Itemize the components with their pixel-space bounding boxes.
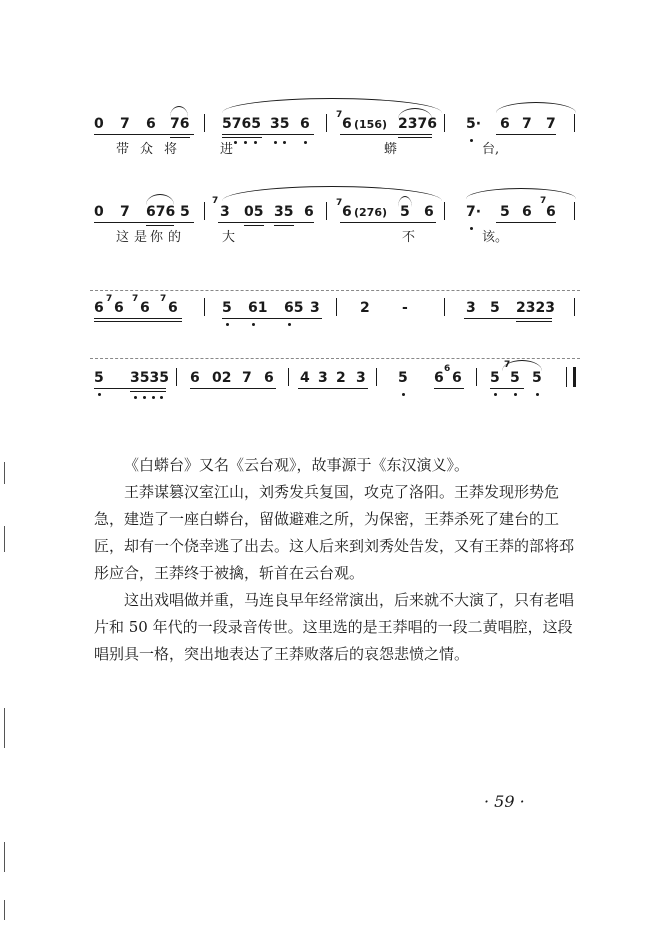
note: 6 [168, 300, 178, 316]
note: 2376 [398, 116, 437, 132]
note: 7 [120, 204, 130, 220]
underline [94, 388, 166, 389]
note: 61 [248, 300, 268, 316]
scan-artifact [4, 842, 5, 872]
note: 676 [146, 204, 176, 220]
barline [326, 114, 327, 132]
note: 7 [546, 116, 556, 132]
note: 0 [94, 116, 104, 132]
note: - [402, 300, 408, 316]
note: 3535 [130, 370, 169, 386]
grace-note: 7 [336, 110, 343, 120]
underline [94, 134, 194, 135]
underline [222, 318, 322, 319]
underline [516, 321, 552, 322]
note: 6 [546, 204, 556, 220]
octave-dot [134, 396, 137, 399]
underline [190, 388, 276, 389]
octave-dot [304, 141, 307, 144]
note: 6 [140, 300, 150, 316]
note: 5 [400, 204, 410, 220]
slur [170, 106, 188, 117]
grace-note: 7 [106, 294, 113, 304]
barline [336, 298, 337, 316]
note: 6 [500, 116, 510, 132]
grace-note: 7 [132, 294, 139, 304]
underline [222, 137, 262, 138]
octave-dot [244, 141, 247, 144]
barline [376, 368, 377, 386]
barline [574, 114, 575, 132]
underline [222, 134, 314, 135]
final-double-barline [566, 367, 576, 387]
grace-note: 7 [504, 360, 511, 370]
underline [496, 222, 556, 223]
barline [476, 368, 477, 386]
note: 3 [310, 300, 320, 316]
lyric: 你 [150, 230, 164, 245]
note: 5 [222, 300, 232, 316]
barline [574, 202, 575, 220]
underline [490, 388, 524, 389]
underline [496, 134, 556, 135]
octave-dot [226, 323, 229, 326]
underline [340, 134, 432, 135]
underline [218, 222, 314, 223]
lyric: 大 [222, 230, 236, 245]
note: 0 [94, 204, 104, 220]
note: 3 [318, 370, 328, 386]
note: 6 [264, 370, 274, 386]
note: 6 [94, 300, 104, 316]
note: 7· [466, 204, 482, 220]
note: 3 [466, 300, 476, 316]
note: 6 [190, 370, 200, 386]
octave-dot [470, 227, 473, 230]
note: 6 [522, 204, 532, 220]
barline [444, 114, 445, 132]
octave-dot [494, 393, 497, 396]
page-number: · 59 · [484, 792, 525, 811]
octave-dot [402, 393, 405, 396]
octave-dot [160, 396, 163, 399]
lyric: 带 [116, 142, 130, 157]
scan-artifact [4, 708, 5, 748]
barline [326, 202, 327, 220]
barline [204, 114, 205, 132]
octave-dot [152, 396, 155, 399]
body-text [94, 452, 574, 668]
lyric: 进 [220, 142, 234, 157]
octave-dot [274, 141, 277, 144]
grace-note: 7 [540, 196, 547, 206]
note: 2 [360, 300, 370, 316]
note: 6 [342, 204, 352, 220]
note: (276) [354, 206, 388, 219]
octave-dot [536, 393, 539, 396]
note: 5· [466, 116, 482, 132]
note: 6 [452, 370, 462, 386]
note: (156) [354, 118, 388, 131]
underline [94, 318, 182, 319]
underline [146, 225, 174, 226]
note: 35 [270, 116, 290, 132]
note: 7 [522, 116, 532, 132]
note: 3 [220, 204, 230, 220]
note: 05 [244, 204, 264, 220]
note: 5765 [222, 116, 261, 132]
note: 02 [212, 370, 232, 386]
music-score [0, 0, 655, 420]
note: 5 [94, 370, 104, 386]
scan-artifact [4, 526, 5, 552]
octave-dot [252, 323, 255, 326]
underline [94, 321, 182, 322]
lyric: 将 [164, 142, 178, 157]
octave-dot [283, 141, 286, 144]
score-row-3 [0, 296, 655, 356]
lyric: 该。 [482, 230, 509, 245]
staff-line [90, 290, 580, 291]
lyric: 蟒 [384, 142, 398, 157]
underline [130, 391, 166, 392]
octave-dot [234, 141, 237, 144]
note: 35 [274, 204, 294, 220]
note: 2 [336, 370, 346, 386]
note: 65 [284, 300, 304, 316]
octave-dot [470, 139, 473, 142]
grace-note: 7 [212, 196, 219, 206]
underline [298, 388, 368, 389]
underline [94, 222, 194, 223]
note: 7 [120, 116, 130, 132]
score-row-2 [0, 196, 655, 260]
barline [204, 202, 205, 220]
slur [466, 188, 576, 199]
octave-dot [98, 393, 101, 396]
note: 6 [342, 116, 352, 132]
note: 6 [434, 370, 444, 386]
lyric: 的 [168, 230, 182, 245]
note: 76 [170, 116, 190, 132]
note: 5 [500, 204, 510, 220]
note: 5 [532, 370, 542, 386]
note: 5 [490, 300, 500, 316]
note: 6 [146, 116, 156, 132]
underline [274, 225, 294, 226]
note: 6 [114, 300, 124, 316]
barline [574, 298, 575, 316]
underline [244, 225, 264, 226]
paragraph: 王莽谋篡汉室江山，刘秀发兵复国，攻克了洛阳。王莽发现形势危急，建造了一座白蟒台，留做避难之所，为保密，王莽杀死了建台的工匠，却有一个侥幸逃了出去。这人后来到刘秀处告发，又有王莽的部将邳彤应合，王莽终于被擒，斩首在云台观。 [94, 483, 575, 582]
lyric: 不 [402, 230, 416, 245]
note: 5 [490, 370, 500, 386]
lyric: 这 [116, 230, 130, 245]
staff-line [90, 358, 580, 359]
scan-artifact [4, 900, 5, 920]
note: 4 [300, 370, 310, 386]
note: 6 [300, 116, 310, 132]
lyric: 众 [140, 142, 154, 157]
note: 5 [510, 370, 520, 386]
barline [204, 298, 205, 316]
octave-dot [143, 396, 146, 399]
underline [464, 318, 552, 319]
underline [340, 222, 436, 223]
underline [170, 137, 190, 138]
paragraph: 《白蟒台》又名《云台观》，故事源于《东汉演义》。 [124, 456, 470, 474]
note: 6 [304, 204, 314, 220]
barline [176, 368, 177, 386]
scan-artifact [4, 462, 5, 484]
barline [444, 202, 445, 220]
underline [398, 137, 432, 138]
note: 7 [242, 370, 252, 386]
lyric: 是 [134, 230, 148, 245]
barline [288, 368, 289, 386]
lyric: 台, [482, 142, 500, 157]
octave-dot [254, 141, 257, 144]
note: 2323 [516, 300, 555, 316]
grace-note: 7 [160, 294, 167, 304]
note: 6 [424, 204, 434, 220]
note: 3 [356, 370, 366, 386]
score-row-4 [0, 360, 655, 426]
slur [496, 102, 576, 113]
score-row-1 [0, 112, 655, 172]
underline [434, 388, 464, 389]
note: 5 [180, 204, 190, 220]
octave-dot [288, 323, 291, 326]
paragraph: 这出戏唱做并重，马连良早年经常演出，后来就不大演了，只有老唱片和 50 年代的一段录音传世。这里选的是王莽唱的一段二黄唱腔，这段唱别具一格，突出地表达了王莽败落后的哀怨悲愤之情。 [94, 591, 575, 663]
barline [444, 298, 445, 316]
grace-note: 6 [444, 364, 451, 374]
octave-dot [514, 393, 517, 396]
grace-note: 7 [336, 198, 343, 208]
note: 5 [398, 370, 408, 386]
slur [146, 194, 174, 205]
